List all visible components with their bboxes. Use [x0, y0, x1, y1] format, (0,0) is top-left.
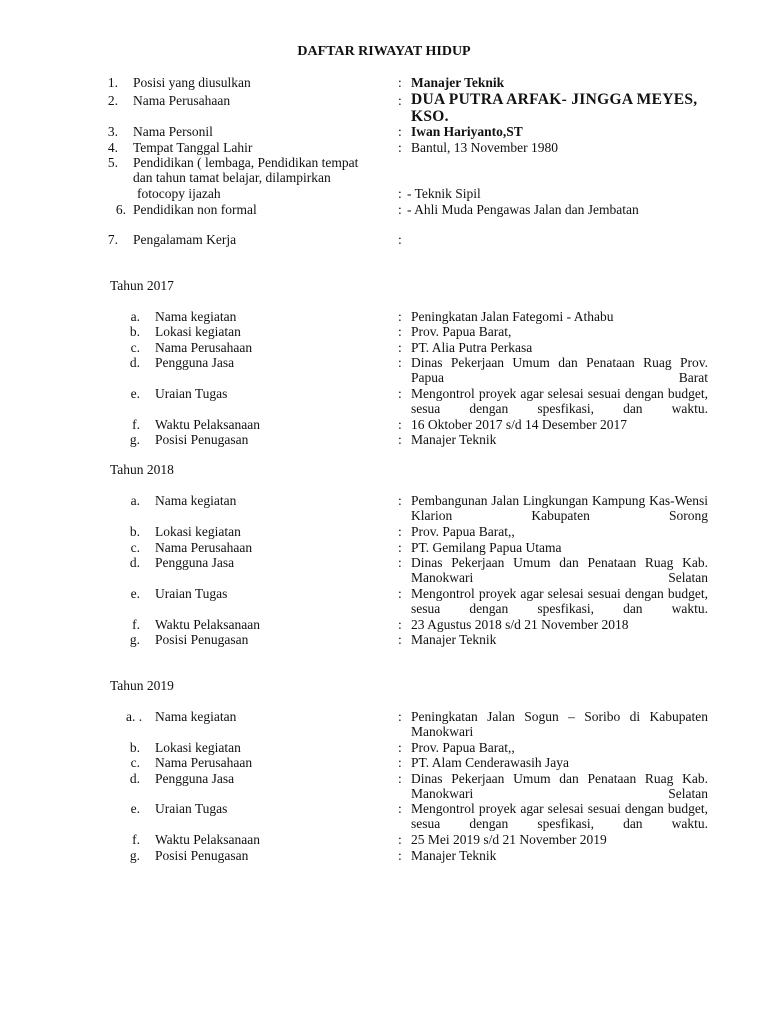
row-letter: g. — [129, 632, 140, 647]
item-value-perusahaan-line1: DUA PUTRA ARFAK- JINGGA MEYES, — [411, 91, 698, 108]
row-letter: f. — [132, 417, 140, 432]
year-heading: Tahun 2018 — [110, 462, 174, 477]
row-value: 23 Agustus 2018 s/d 21 November 2018 — [411, 617, 629, 632]
row-value: 16 Oktober 2017 s/d 14 Desember 2017 — [411, 417, 627, 432]
item-value-nonformal: - Ahli Muda Pengawas Jalan dan Jembatan — [407, 202, 639, 217]
row-label: Nama Perusahaan — [155, 340, 253, 355]
row-letter: b. — [129, 324, 140, 339]
row-label: Waktu Pelaksanaan — [155, 617, 261, 632]
row-colon: : — [398, 617, 402, 632]
row-letter: a. . — [126, 709, 143, 724]
item-label-pendidikan-line3: fotocopy ijazah — [137, 186, 221, 201]
item-colon: : — [398, 232, 402, 247]
item-number: 5. — [107, 155, 118, 170]
row-letter: d. — [129, 555, 140, 570]
row-value: PT. Alia Putra Perkasa — [411, 340, 533, 355]
row-colon: : — [398, 340, 402, 355]
row-value: Prov. Papua Barat,, — [411, 524, 515, 539]
row-letter: b. — [129, 524, 140, 539]
row-label: Nama Perusahaan — [155, 540, 253, 555]
row-value: Dinas Pekerjaan Umum dan Penataan Ruag Kab. Manokwari Selatan — [411, 555, 708, 585]
row-label: Pengguna Jasa — [155, 771, 235, 786]
row-letter: d. — [129, 355, 140, 370]
item-label-pendidikan-line2: dan tahun tamat belajar, dilampirkan — [133, 170, 331, 185]
item-colon: : — [398, 75, 402, 90]
item-value-personil: Iwan Hariyanto,ST — [411, 124, 523, 139]
item-value-pendidikan: - Teknik Sipil — [407, 186, 481, 201]
row-value: Dinas Pekerjaan Umum dan Penataan Ruag Kab. Manokwari Selatan — [411, 771, 708, 801]
row-label: Pengguna Jasa — [155, 355, 235, 370]
item-number: 3. — [107, 124, 118, 139]
item-value-perusahaan-line2: KSO. — [411, 108, 449, 125]
row-label: Waktu Pelaksanaan — [155, 417, 261, 432]
row-label: Lokasi kegiatan — [155, 740, 241, 755]
row-letter: e. — [130, 586, 140, 601]
item-number: 6. — [115, 202, 126, 217]
row-value: Manajer Teknik — [411, 848, 497, 863]
row-value: Prov. Papua Barat, — [411, 324, 512, 339]
row-letter: f. — [132, 617, 140, 632]
row-colon: : — [398, 417, 402, 432]
item-number: 4. — [107, 140, 118, 155]
row-value: Prov. Papua Barat,, — [411, 740, 515, 755]
row-colon: : — [398, 632, 402, 647]
document-title: DAFTAR RIWAYAT HIDUP — [297, 44, 471, 59]
row-label: Posisi Penugasan — [155, 432, 249, 447]
row-letter: e. — [130, 801, 140, 816]
row-letter: a. — [130, 309, 140, 324]
row-value: PT. Alam Cenderawasih Jaya — [411, 755, 569, 770]
row-label: Uraian Tugas — [155, 586, 228, 601]
row-colon: : — [398, 586, 402, 601]
row-letter: b. — [129, 740, 140, 755]
row-label: Nama kegiatan — [155, 493, 237, 508]
item-value-ttl: Bantul, 13 November 1980 — [411, 140, 558, 155]
row-colon: : — [398, 740, 402, 755]
year-heading: Tahun 2017 — [110, 278, 174, 293]
row-label: Posisi Penugasan — [155, 848, 249, 863]
row-label: Uraian Tugas — [155, 801, 228, 816]
row-colon: : — [398, 832, 402, 847]
row-value: Dinas Pekerjaan Umum dan Penataan Ruag Prov. Papua Barat — [411, 355, 708, 385]
row-letter: a. — [130, 493, 140, 508]
item-label-ttl: Tempat Tanggal Lahir — [133, 140, 253, 155]
row-letter: c. — [130, 540, 140, 555]
row-letter: e. — [130, 386, 140, 401]
row-value: Mengontrol proyek agar selesai sesuai dengan budget, sesua dengan spesfikasi, dan waktu. — [411, 801, 708, 831]
row-colon: : — [398, 801, 402, 816]
item-colon: : — [398, 124, 402, 139]
row-colon: : — [398, 555, 402, 570]
row-colon: : — [398, 540, 402, 555]
row-label: Lokasi kegiatan — [155, 324, 241, 339]
row-label: Nama kegiatan — [155, 709, 237, 724]
row-letter: c. — [130, 340, 140, 355]
item-colon: : — [398, 186, 402, 201]
item-label-pendidikan-line1: Pendidikan ( lembaga, Pendidikan tempat — [133, 155, 359, 170]
row-colon: : — [398, 771, 402, 786]
item-colon: : — [398, 202, 402, 217]
row-value: Manajer Teknik — [411, 432, 497, 447]
row-value: Mengontrol proyek agar selesai sesuai dengan budget, sesua dengan spesfikasi, dan waktu. — [411, 586, 708, 616]
row-colon: : — [398, 309, 402, 324]
item-label-personil: Nama Personil — [133, 124, 213, 139]
row-label: Pengguna Jasa — [155, 555, 235, 570]
row-colon: : — [398, 524, 402, 539]
row-value: Peningkatan Jalan Fategomi - Athabu — [411, 309, 614, 324]
item-colon: : — [398, 140, 402, 155]
row-colon: : — [398, 493, 402, 508]
row-value: 25 Mei 2019 s/d 21 November 2019 — [411, 832, 607, 847]
item-value-posisi: Manajer Teknik — [411, 75, 505, 90]
row-value: Manajer Teknik — [411, 632, 497, 647]
item-colon: : — [398, 93, 402, 108]
item-label-perusahaan: Nama Perusahaan — [133, 93, 231, 108]
item-label-pengalaman: Pengalamam Kerja — [133, 232, 237, 247]
row-value: Mengontrol proyek agar selesai sesuai dengan budget, sesua dengan spesfikasi, dan waktu. — [411, 386, 708, 416]
item-number: 1. — [107, 75, 118, 90]
row-colon: : — [398, 386, 402, 401]
item-label-posisi: Posisi yang diusulkan — [133, 75, 251, 90]
row-colon: : — [398, 848, 402, 863]
row-label: Nama kegiatan — [155, 309, 237, 324]
row-label: Lokasi kegiatan — [155, 524, 241, 539]
row-value: Pembangunan Jalan Lingkungan Kampung Kas-Wensi Klarion Kabupaten Sorong — [411, 493, 708, 523]
row-letter: c. — [130, 755, 140, 770]
row-colon: : — [398, 324, 402, 339]
row-colon: : — [398, 432, 402, 447]
row-colon: : — [398, 709, 402, 724]
item-label-nonformal: Pendidikan non formal — [133, 202, 257, 217]
row-colon: : — [398, 755, 402, 770]
row-letter: g. — [129, 848, 140, 863]
row-letter: d. — [129, 771, 140, 786]
row-label: Posisi Penugasan — [155, 632, 249, 647]
row-label: Waktu Pelaksanaan — [155, 832, 261, 847]
item-number: 2. — [107, 93, 118, 108]
row-letter: f. — [132, 832, 140, 847]
row-label: Uraian Tugas — [155, 386, 228, 401]
row-letter: g. — [129, 432, 140, 447]
row-colon: : — [398, 355, 402, 370]
row-label: Nama Perusahaan — [155, 755, 253, 770]
year-heading: Tahun 2019 — [110, 678, 174, 693]
row-value: PT. Gemilang Papua Utama — [411, 540, 562, 555]
item-number: 7. — [107, 232, 118, 247]
row-value: Peningkatan Jalan Sogun – Soribo di Kabupaten Manokwari — [411, 709, 708, 739]
